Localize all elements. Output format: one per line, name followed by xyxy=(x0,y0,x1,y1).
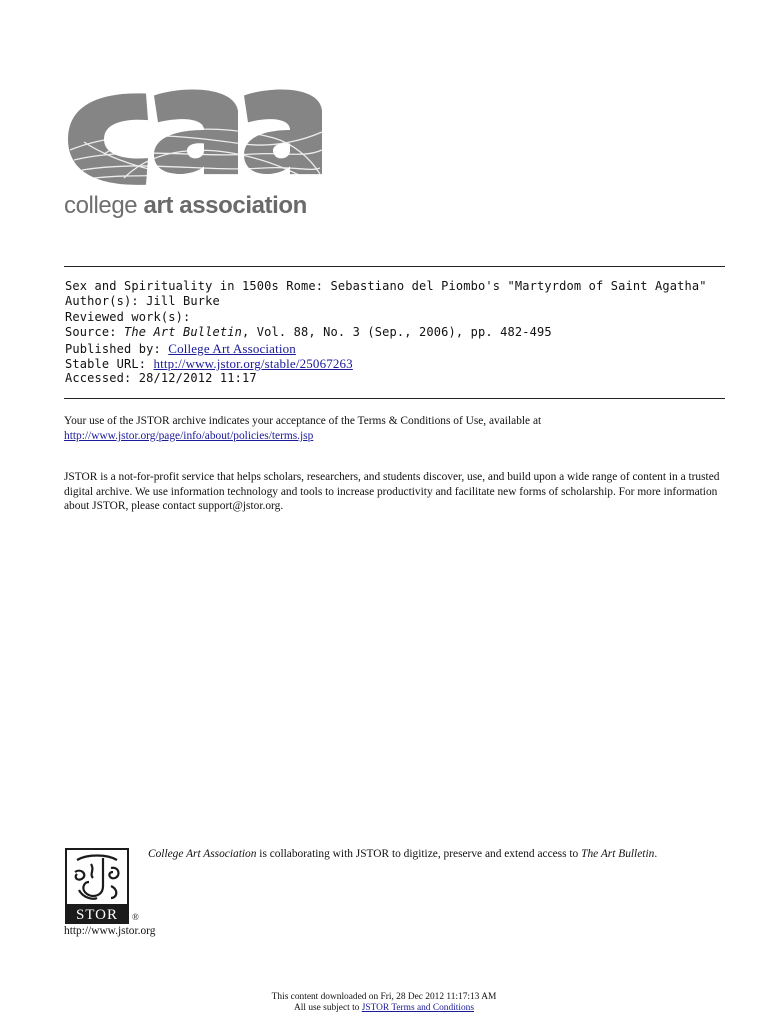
reviewed-line: Reviewed work(s): xyxy=(65,309,191,324)
top-divider xyxy=(64,266,725,267)
download-footer xyxy=(0,992,768,1014)
citation-block xyxy=(65,279,725,387)
bottom-divider xyxy=(64,398,725,399)
caa-logo xyxy=(64,88,326,224)
collab-org: College Art Association xyxy=(148,848,257,860)
publisher-link[interactable]: College Art Association xyxy=(168,340,296,356)
article-title: Sex and Spirituality in 1500s Rome: Sebastiano del Piombo's "Martyrdom of Saint Agatha" xyxy=(65,279,707,293)
accessed-date: 28/12/2012 11:17 xyxy=(138,371,257,386)
terms-notice xyxy=(64,414,724,443)
terms-text: Your use of the JSTOR archive indicates your acceptance of the Terms & Conditions of Use, available at xyxy=(64,415,542,427)
source-journal: The Art Bulletin xyxy=(124,325,242,340)
jstor-emblem xyxy=(65,848,129,906)
caa-logo-mark xyxy=(64,88,326,188)
author-line: Author(s): Jill Burke xyxy=(65,294,220,309)
terms-footer-line: All use subject to JSTOR Terms and Conditions xyxy=(294,1003,474,1013)
author-name: Jill Burke xyxy=(146,294,220,309)
jstor-j-icon xyxy=(67,850,127,904)
jstor-logo xyxy=(65,848,129,924)
jstor-logo-word: STOR xyxy=(75,907,119,923)
jstor-url[interactable]: http://www.jstor.org xyxy=(64,925,156,937)
source-line: Source: The Art Bulletin, Vol. 88, No. 3 (Sep., 2006), pp. 482-495 xyxy=(65,325,552,340)
caa-logo-wordmark: college art association xyxy=(64,192,307,219)
stable-url-line: Stable URL: http://www.jstor.org/stable/25067263 xyxy=(65,355,353,371)
publisher-line: Published by: College Art Association xyxy=(65,340,296,356)
download-info: This content downloaded on Fri, 28 Dec 2012 11:17:13 AM xyxy=(271,992,497,1002)
registered-mark: ® xyxy=(132,912,139,922)
collaboration-notice: College Art Association is collaborating with JSTOR to digitize, preserve and extend access to The Art Bulletin. xyxy=(148,848,658,860)
terms-and-conditions-link[interactable]: JSTOR Terms and Conditions xyxy=(361,1003,474,1013)
collab-journal: The Art Bulletin xyxy=(581,848,655,860)
terms-link[interactable]: http://www.jstor.org/page/info/about/policies/terms.jsp xyxy=(64,429,314,442)
accessed-line: Accessed: 28/12/2012 11:17 xyxy=(65,371,257,386)
stable-url-link[interactable]: http://www.jstor.org/stable/25067263 xyxy=(153,355,353,371)
jstor-about: JSTOR is a not-for-profit service that helps scholars, researchers, and students discover, use, and build upon a wide range of content in a trusted digital archive. We use information technology and tools to increase productivity and facilitate new forms of scholarship. For more information about JSTOR, please contact support@jstor.org. xyxy=(64,471,720,513)
